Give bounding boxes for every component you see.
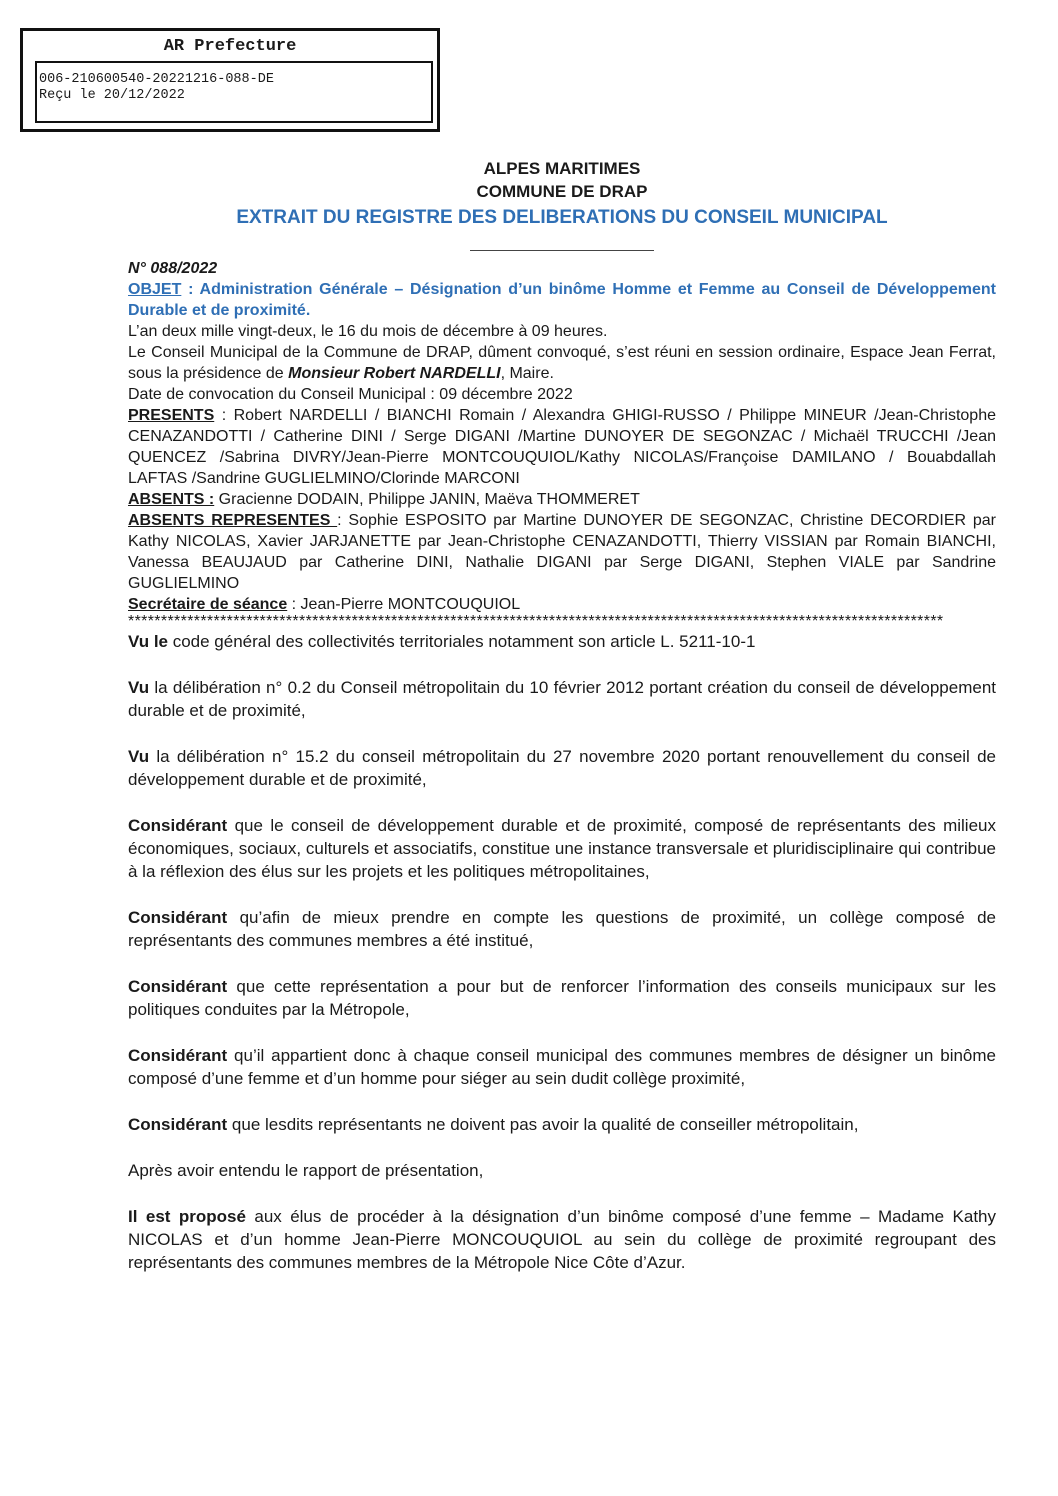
deliberation-number: N° 088/2022 [128,260,218,277]
considerant-lead: Considérant [128,908,228,927]
considerant-lead: Vu le [128,632,168,651]
stamp-title: AR Prefecture [163,37,297,56]
proposal-paragraph [128,1205,996,1274]
session-text-end: , Maire. [500,365,554,382]
considerant-lead: Considérant [128,977,228,996]
session-paragraph [128,342,996,384]
absents-rep-label: ABSENTS REPRESENTES [128,512,338,529]
secretaire-paragraph [128,594,996,615]
considerant-lead: Vu [128,747,150,766]
stamp-id: 006-210600540-20221216-088-DE [39,72,274,87]
separator-stars: **************************************************************************************************************************** [128,615,944,629]
secretaire-text: : Jean-Pierre MONTCOUQUIOL [287,596,521,613]
deliberation-preamble [128,258,996,629]
secretaire-label: Secrétaire de séance [128,596,288,613]
prefecture-stamp [20,28,440,132]
rapport-paragraph [128,1159,996,1182]
header-divider [470,250,654,251]
considerant-text: la délibération n° 15.2 du conseil métropolitain du 27 novembre 2020 portant renouvellement du conseil de développement durable et de proximité, [128,747,996,789]
considerant-paragraph [128,745,996,791]
stamp-details [35,61,433,123]
absents-rep-text: : Sophie ESPOSITO par Martine DUNOYER DE SEGONZAC, Christine DECORDIER par Kathy NICOLAS, Xavier JARJANETTE par Jean-Christophe CENAZANDOTTI, Thierry VISSIAN par Romain BIANCHI, Vanessa BEAUJAUD par Catherine DINI, Nathalie DIGANI par Serge DIGANI, Stephen VIALE par Sandrine GUGLIELMINO [128,512,997,592]
session-text: Le Conseil Municipal de la Commune de DRAP, dûment convoqué, s’est réuni en session ordinaire, Espace Jean Ferrat, sous la présidence de [128,344,996,382]
absents-label: ABSENTS : [128,491,215,508]
considerant-paragraph [128,1113,996,1136]
absents-represented-paragraph [128,510,996,594]
considerant-paragraph [128,975,996,1021]
considerant-lead: Considérant [128,1046,228,1065]
considerant-text: la délibération n° 0.2 du Conseil métropolitain du 10 février 2012 portant création du conseil de développement durable et de proximité, [128,678,996,720]
document-title: EXTRAIT DU REGISTRE DES DELIBERATIONS DU CONSEIL MUNICIPAL [236,207,888,228]
absents-text: Gracienne DODAIN, Philippe JANIN, Maëva THOMMERET [214,491,640,508]
presents-label: PRESENTS [128,407,215,424]
deliberation-objet [128,279,996,321]
stamp-received: Reçu le 20/12/2022 [39,88,185,103]
president-name: Monsieur Robert NARDELLI [288,365,501,382]
presents-paragraph [128,405,996,489]
considerant-text: que le conseil de développement durable et de proximité, composé de représentants des milieux économiques, sociaux, culturels et associatifs, constitue une instance transversale et pluridisciplinaire qui contribue à la réflexion des élus sur les projets et les politiques métropolitaines, [128,816,996,881]
considerant-paragraph [128,1044,996,1090]
considerant-text: code général des collectivités territoriales notamment son article L. 5211-10-1 [168,632,756,651]
considerant-paragraph [128,630,996,653]
considerant-paragraph [128,676,996,722]
absents-paragraph [128,489,996,510]
objet-text: : Administration Générale – Désignation d’un binôme Homme et Femme au Conseil de Développement Durable et de proximité. [128,281,996,319]
considerant-lead: Vu [128,678,150,697]
objet-label: OBJET [128,281,182,298]
considerants-section [128,630,996,1297]
considerant-lead: Considérant [128,1115,228,1134]
commune-name: COMMUNE DE DRAP [476,182,648,201]
considerant-text: que lesdits représentants ne doivent pas avoir la qualité de conseiller métropolitain, [227,1115,859,1134]
considerant-text: que cette représentation a pour but de renforcer l’information des conseils municipaux sur les politiques conduites par la Métropole, [128,977,996,1019]
considerant-paragraph [128,814,996,883]
date-line: L’an deux mille vingt-deux, le 16 du mois de décembre à 09 heures. [128,323,608,340]
department-name: ALPES MARITIMES [483,159,641,178]
considerant-paragraph [128,906,996,952]
considerant-text: Après avoir entendu le rapport de présentation, [128,1161,484,1180]
considerant-text: qu’afin de mieux prendre en compte les questions de proximité, un collège composé de représentants des communes membres a été institué, [128,908,996,950]
document-header [0,157,1058,230]
considerant-lead: Considérant [128,816,228,835]
considerant-text: qu’il appartient donc à chaque conseil municipal des communes membres de désigner un binôme composé d’une femme et d’un homme pour siéger au sein dudit collège proximité, [128,1046,996,1088]
proposal-lead: Il est proposé [128,1207,246,1226]
convocation-line: Date de convocation du Conseil Municipal : 09 décembre 2022 [128,386,573,403]
proposal-text: aux élus de procéder à la désignation d’un binôme composé d’une femme – Madame Kathy NICOLAS et d’un homme Jean-Pierre MONCOUQUIOL au sein du collège de proximité regroupant des représentants des communes membres de la Métropole Nice Côte d’Azur. [128,1207,996,1272]
presents-text: : Robert NARDELLI / BIANCHI Romain / Alexandra GHIGI-RUSSO / Philippe MINEUR /Jean-Christophe CENAZANDOTTI / Catherine DINI / Serge DIGANI /Martine DUNOYER DE SEGONZAC / Michaël TRUCCHI /Jean QUENCEZ /Sabrina DIVRY/Jean-Pierre MONTCOUQUIOL/Kathy NICOLAS/Françoise DAMILANO / Bouabdallah LAFTAS /Sandrine GUGLIELMINO/Clorinde MARCONI [128,407,996,487]
